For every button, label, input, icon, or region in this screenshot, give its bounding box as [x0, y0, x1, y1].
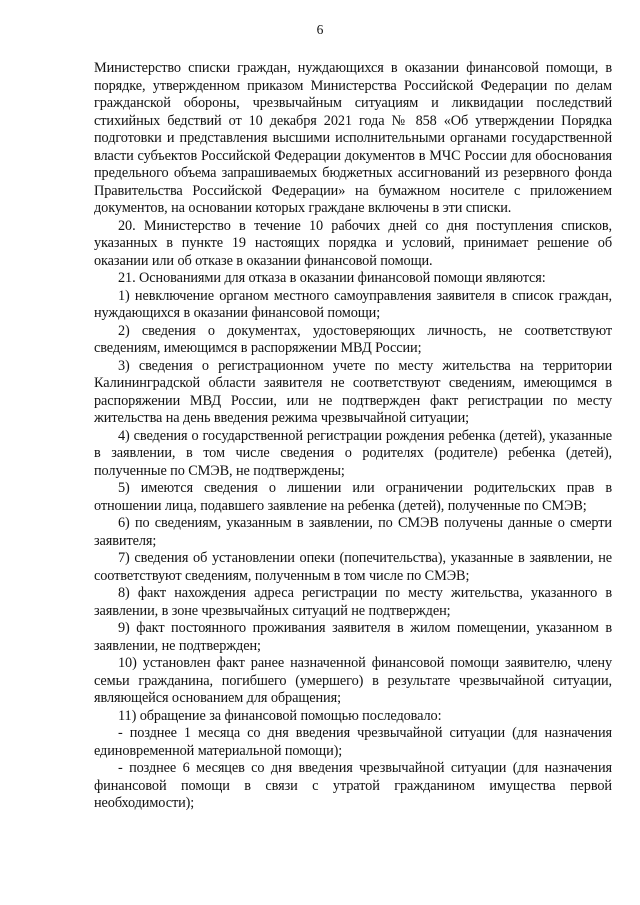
list-item-reason-9: 9) факт постоянного проживания заявителя в жилом помещении, указанном в заявлении, не подтвержден; [94, 620, 612, 654]
list-item-reason-8: 8) факт нахождения адреса регистрации по месту жительства, указанного в заявлении, в зоне чрезвычайных ситуаций не подтвержден; [94, 585, 612, 619]
list-item-reason-2: 2) сведения о документах, удостоверяющих личность, не соответствуют сведениям, имеющимся в распоряжении МВД России; [94, 322, 612, 356]
paragraph-list-submission: Министерство списки граждан, нуждающихся в оказании финансовой помощи, в порядке, утвержденном приказом Министерства Российской Федерации по делам гражданской обороны, чрезвычайным ситуациям и ликвидации последствий стихийных бедствий от 10 декабря 2021 года № 858 «Об утверждении Порядка подготовки и представления высшими исполнительными органами государственной власти субъектов Российской Федерации документов в МЧС России для обоснования предельного объема запрашиваемых бюджетных ассигнований из резервного фонда Правительства Российской Федерации» на бумажном носителе с приложением документов, на основании которых граждане включены в эти списки. [94, 60, 612, 216]
page-number: 6 [316, 22, 324, 37]
list-item-reason-7: 7) сведения об установлении опеки (попечительства), указанные в заявлении, не соответствуют сведениям, полученным в том числе по СМЭВ; [94, 550, 612, 584]
list-item-reason-4: 4) сведения о государственной регистрации рождения ребенка (детей), указанные в заявлении, в том числе сведения о родителях (родителе) ребенка (детей), полученные по СМЭВ, не подтверждены; [94, 427, 612, 479]
list-item-reason-11: 11) обращение за финансовой помощью последовало: [118, 707, 442, 724]
list-item-reason-5: 5) имеются сведения о лишении или ограничении родительских прав в отношении лица, подавшего заявление на ребенка (детей), полученные по СМЭВ; [94, 480, 612, 514]
list-item-reason-3: 3) сведения о регистрационном учете по месту жительства на территории Калининградской области заявителя не соответствуют сведениям, имеющимся в распоряжении МВД России, или не подтвержден факт регистрации по месту жительства на день введения режима чрезвычайной ситуации; [94, 357, 612, 426]
list-item-reason-10: 10) установлен факт ранее назначенной финансовой помощи заявителю, члену семьи гражданина, погибшего (умершего) в результате чрезвычайной ситуации, являющейся основанием для обращения; [94, 655, 612, 706]
sub-item-deadline-6-months: - позднее 6 месяцев со дня введения чрезвычайной ситуации (для назначения финансовой помощи в связи с утратой гражданином имущества первой необходимости); [94, 760, 612, 811]
paragraph-clause-20: 20. Министерство в течение 10 рабочих дней со дня поступления списков, указанных в пункте 19 настоящих порядка и условий, принимает решение об оказании или об отказе в оказании финансовой помощи. [94, 217, 612, 269]
list-item-reason-1: 1) невключение органом местного самоуправления заявителя в список граждан, нуждающихся в оказании финансовой помощи; [94, 287, 612, 321]
list-item-reason-6: 6) по сведениям, указанным в заявлении, по СМЭВ получены данные о смерти заявителя; [94, 515, 612, 549]
document-body [94, 60, 612, 813]
sub-item-deadline-1-month: - позднее 1 месяца со дня введения чрезвычайной ситуации (для назначения единовременной материальной помощи); [94, 725, 612, 759]
paragraph-clause-21: 21. Основаниями для отказа в оказании финансовой помощи являются: [118, 270, 546, 286]
